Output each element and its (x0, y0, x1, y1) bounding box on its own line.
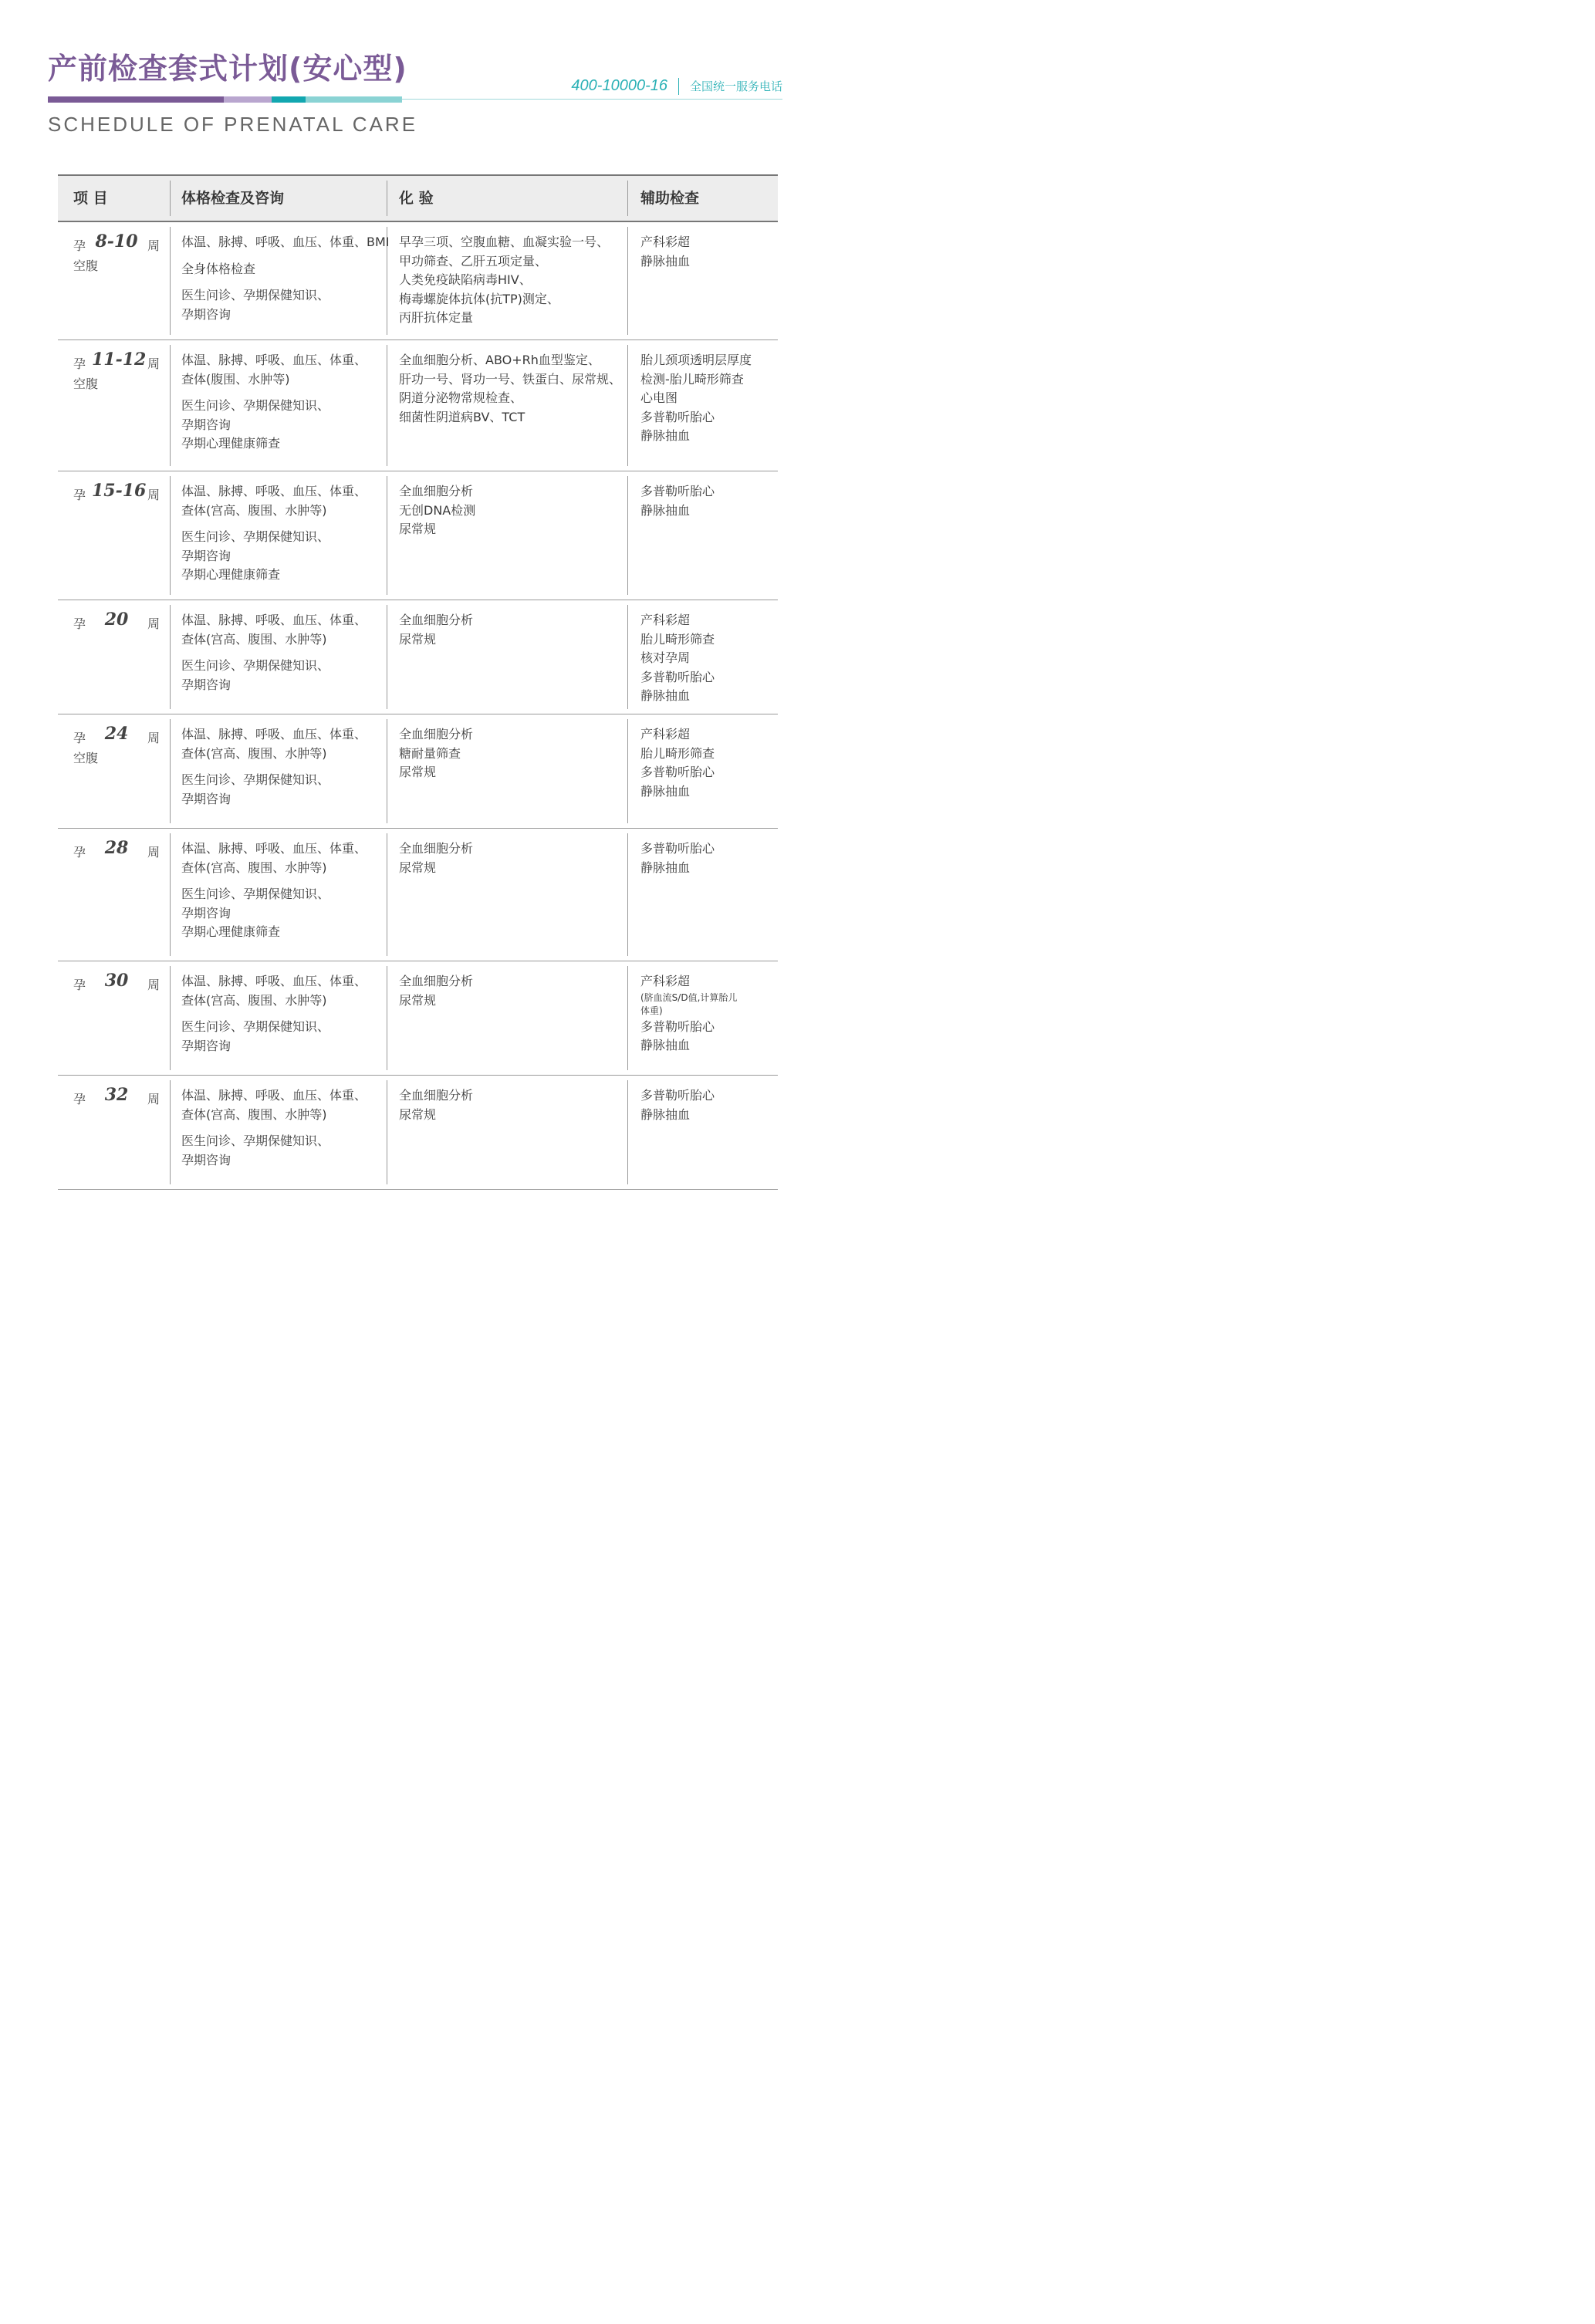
column-divider (170, 476, 171, 595)
lab-line: 甲功筛查、乙肝五项定量、 (399, 253, 548, 269)
aux-cell (640, 1086, 715, 1124)
exam-line: 体温、脉搏、呼吸、血压、体重、 (181, 353, 367, 367)
exam-cell (181, 233, 390, 324)
exam-cell (181, 972, 367, 1056)
lab-line: 尿常规 (399, 992, 437, 1008)
aux-line: 多普勒听胎心 (640, 1088, 715, 1103)
exam-line: 查体(宫高、腹围、水肿等) (181, 502, 327, 518)
week-label (73, 482, 160, 504)
week-label (73, 233, 160, 255)
exam-line: 查体(宫高、腹围、水肿等) (181, 1106, 327, 1122)
week-number: 15-16 (92, 481, 147, 501)
aux-note: (脐血流S/D值,计算胎儿 (640, 991, 738, 1003)
schedule-table (58, 174, 778, 1190)
week-prefix: 孕 (73, 488, 86, 502)
exam-cell (181, 611, 367, 694)
col-header-lab: 化 验 (399, 190, 434, 207)
group-spacer (181, 1124, 367, 1132)
exam-line: 孕期心理健康筛查 (181, 924, 281, 939)
column-divider (627, 1080, 628, 1184)
group-spacer (181, 763, 367, 771)
aux-line: 静脉抽血 (640, 253, 691, 269)
week-prefix: 孕 (73, 978, 86, 992)
exam-line: 全身体格检查 (181, 261, 256, 276)
group-spacer (181, 520, 367, 528)
week-number: 20 (104, 610, 129, 630)
week-suffix: 周 (147, 356, 160, 371)
aux-cell (640, 482, 715, 520)
aux-line: 产科彩超 (640, 974, 691, 988)
week-label (73, 1086, 160, 1108)
exam-line: 医生问诊、孕期保健知识、 (181, 772, 330, 787)
aux-line: 产科彩超 (640, 727, 691, 741)
table-row (58, 471, 778, 600)
lab-line: 全血细胞分析 (399, 613, 474, 627)
lab-cell (399, 972, 473, 1010)
aux-line: 静脉抽血 (640, 1038, 691, 1052)
group-spacer (181, 252, 390, 260)
exam-line: 体温、脉搏、呼吸、血压、体重、 (181, 1088, 367, 1103)
hotline (571, 77, 782, 95)
aux-note: 体重) (640, 1005, 663, 1016)
lab-line: 梅毒螺旋体抗体(抗TP)测定、 (399, 291, 559, 306)
week-suffix: 周 (147, 731, 160, 745)
exam-line: 孕期咨询 (181, 1038, 231, 1053)
aux-line: 心电图 (640, 390, 678, 405)
exam-cell (181, 1086, 367, 1170)
aux-line: 多普勒听胎心 (640, 484, 715, 498)
week-prefix: 孕 (73, 845, 86, 860)
aux-line: 多普勒听胎心 (640, 669, 715, 684)
title-bar-aqua (306, 96, 402, 103)
aux-cell (640, 611, 715, 706)
table-row (58, 961, 778, 1076)
aux-line: 多普勒听胎心 (640, 409, 715, 424)
header-rule (401, 99, 782, 100)
exam-line: 查体(宫高、腹围、水肿等) (181, 860, 327, 875)
exam-cell (181, 351, 367, 454)
aux-line: 多普勒听胎心 (640, 765, 715, 779)
lab-cell (399, 482, 475, 539)
aux-line: 静脉抽血 (640, 783, 691, 799)
exam-line: 孕期心理健康筛查 (181, 436, 281, 451)
lab-cell (399, 1086, 473, 1124)
exam-line: 查体(腹围、水肿等) (181, 371, 290, 387)
week-prefix: 孕 (73, 1092, 86, 1106)
exam-line: 孕期咨询 (181, 1152, 231, 1167)
exam-line: 医生问诊、孕期保健知识、 (181, 288, 330, 302)
aux-line: 多普勒听胎心 (640, 1018, 715, 1034)
hotline-divider (678, 78, 679, 95)
col-header-item: 项 目 (73, 190, 108, 207)
aux-cell (640, 725, 715, 801)
aux-line: 多普勒听胎心 (640, 841, 715, 856)
week-number: 32 (104, 1085, 129, 1105)
exam-line: 医生问诊、孕期保健知识、 (181, 529, 330, 544)
title-bar-teal (272, 96, 306, 103)
lab-line: 人类免疫缺陷病毒HIV、 (399, 272, 532, 287)
column-divider (170, 966, 171, 1070)
col-header-aux: 辅助检查 (640, 190, 700, 207)
table-row (58, 600, 778, 714)
header-divider (627, 181, 628, 216)
week-number: 24 (104, 724, 129, 744)
col-header-exam: 体格检查及咨询 (181, 190, 285, 207)
aux-cell (640, 351, 752, 446)
page-title: 产前检查套式计划(安心型) (48, 52, 407, 86)
table-row (58, 1076, 778, 1190)
exam-line: 孕期咨询 (181, 306, 231, 322)
table-row (58, 829, 778, 961)
column-divider (170, 345, 171, 466)
group-spacer (181, 649, 367, 657)
aux-line: 产科彩超 (640, 235, 691, 249)
exam-line: 查体(宫高、腹围、水肿等) (181, 992, 327, 1008)
exam-line: 查体(宫高、腹围、水肿等) (181, 745, 327, 761)
hotline-label: 全国统一服务电话 (689, 79, 782, 93)
exam-line: 医生问诊、孕期保健知识、 (181, 1133, 330, 1148)
lab-cell (399, 233, 609, 328)
column-divider (627, 833, 628, 956)
aux-line: 静脉抽血 (640, 502, 691, 518)
exam-line: 孕期咨询 (181, 791, 231, 806)
week-number: 8-10 (95, 231, 138, 252)
lab-cell (399, 839, 473, 877)
week-number: 11-12 (92, 350, 147, 370)
exam-line: 孕期咨询 (181, 677, 231, 692)
column-divider (627, 227, 628, 335)
lab-line: 早孕三项、空腹血糖、血凝实验一号、 (399, 235, 610, 249)
column-divider (170, 1080, 171, 1184)
exam-line: 孕期咨询 (181, 548, 231, 563)
column-divider (627, 966, 628, 1070)
column-divider (627, 605, 628, 709)
lab-line: 阴道分泌物常规检查、 (399, 390, 523, 405)
fasting-note: 空腹 (73, 258, 99, 273)
column-divider (170, 833, 171, 956)
column-divider (627, 719, 628, 823)
fasting-note: 空腹 (73, 377, 99, 391)
group-spacer (181, 877, 367, 885)
lab-cell (399, 611, 473, 649)
aux-line: 核对孕周 (640, 650, 691, 665)
column-divider (170, 719, 171, 823)
lab-line: 尿常规 (399, 522, 437, 536)
exam-line: 医生问诊、孕期保健知识、 (181, 887, 330, 901)
week-label (73, 839, 160, 861)
lab-line: 肝功一号、肾功一号、铁蛋白、尿常规、 (399, 371, 622, 387)
fasting-note: 空腹 (73, 751, 99, 765)
exam-line: 体温、脉搏、呼吸、血压、体重、 (181, 613, 367, 627)
page-subtitle: SCHEDULE OF PRENATAL CARE (48, 113, 418, 136)
aux-line: 胎儿颈项透明层厚度 (640, 353, 752, 367)
aux-line: 静脉抽血 (640, 860, 691, 875)
title-bar-lavender (224, 96, 272, 103)
column-divider (627, 345, 628, 466)
week-label (73, 972, 160, 994)
week-suffix: 周 (147, 238, 160, 253)
week-suffix: 周 (147, 978, 160, 992)
week-label (73, 351, 160, 373)
exam-cell (181, 482, 367, 585)
week-prefix: 孕 (73, 731, 86, 745)
aux-line: 产科彩超 (640, 613, 691, 627)
table-row (58, 222, 778, 340)
column-divider (170, 227, 171, 335)
aux-line: 静脉抽血 (640, 688, 691, 703)
week-prefix: 孕 (73, 238, 86, 253)
exam-line: 体温、脉搏、呼吸、血压、体重、 (181, 974, 367, 988)
exam-line: 医生问诊、孕期保健知识、 (181, 398, 330, 413)
lab-line: 尿常规 (399, 765, 437, 779)
lab-line: 无创DNA检测 (399, 502, 476, 518)
lab-cell (399, 725, 473, 782)
week-number: 28 (104, 838, 129, 858)
week-prefix: 孕 (73, 356, 86, 371)
lab-cell (399, 351, 621, 427)
group-spacer (181, 279, 390, 286)
exam-cell (181, 839, 367, 942)
table-row (58, 340, 778, 471)
aux-line: 检测-胎儿畸形筛查 (640, 371, 744, 387)
table-row (58, 714, 778, 829)
aux-line: 静脉抽血 (640, 428, 691, 443)
aux-line: 静脉抽血 (640, 1106, 691, 1122)
exam-line: 孕期心理健康筛查 (181, 567, 281, 582)
column-divider (170, 605, 171, 709)
exam-line: 医生问诊、孕期保健知识、 (181, 658, 330, 673)
week-label (73, 611, 160, 633)
week-number: 30 (104, 971, 129, 991)
week-suffix: 周 (147, 845, 160, 860)
column-divider (627, 476, 628, 595)
lab-line: 全血细胞分析、ABO+Rh血型鉴定、 (399, 353, 600, 367)
group-spacer (181, 1010, 367, 1018)
lab-line: 全血细胞分析 (399, 974, 474, 988)
exam-line: 体温、脉搏、呼吸、血压、体重、 (181, 727, 367, 741)
exam-cell (181, 725, 367, 809)
hotline-number: 400-10000-16 (571, 77, 667, 94)
exam-line: 医生问诊、孕期保健知识、 (181, 1019, 330, 1034)
lab-line: 尿常规 (399, 1106, 437, 1122)
lab-line: 全血细胞分析 (399, 484, 474, 498)
exam-line: 体温、脉搏、呼吸、血压、体重、BMI (181, 235, 390, 249)
aux-cell (640, 972, 737, 1056)
aux-cell (640, 233, 690, 271)
lab-line: 全血细胞分析 (399, 841, 474, 856)
lab-line: 细菌性阴道病BV、TCT (399, 409, 525, 424)
aux-line: 胎儿畸形筛查 (640, 631, 715, 647)
week-label (73, 725, 160, 747)
week-suffix: 周 (147, 616, 160, 631)
lab-line: 尿常规 (399, 631, 437, 647)
aux-cell (640, 839, 715, 877)
lab-line: 尿常规 (399, 860, 437, 875)
table-header (58, 176, 778, 222)
lab-line: 全血细胞分析 (399, 727, 474, 741)
lab-line: 糖耐量筛查 (399, 745, 461, 761)
lab-line: 丙肝抗体定量 (399, 310, 474, 325)
exam-line: 孕期咨询 (181, 417, 231, 432)
title-bar-purple (48, 96, 224, 103)
exam-line: 体温、脉搏、呼吸、血压、体重、 (181, 484, 367, 498)
exam-line: 孕期咨询 (181, 905, 231, 920)
week-prefix: 孕 (73, 616, 86, 631)
exam-line: 体温、脉搏、呼吸、血压、体重、 (181, 841, 367, 856)
header-divider (170, 181, 171, 216)
aux-line: 胎儿畸形筛查 (640, 745, 715, 761)
week-suffix: 周 (147, 488, 160, 502)
lab-line: 全血细胞分析 (399, 1088, 474, 1103)
group-spacer (181, 389, 367, 397)
week-suffix: 周 (147, 1092, 160, 1106)
exam-line: 查体(宫高、腹围、水肿等) (181, 631, 327, 647)
